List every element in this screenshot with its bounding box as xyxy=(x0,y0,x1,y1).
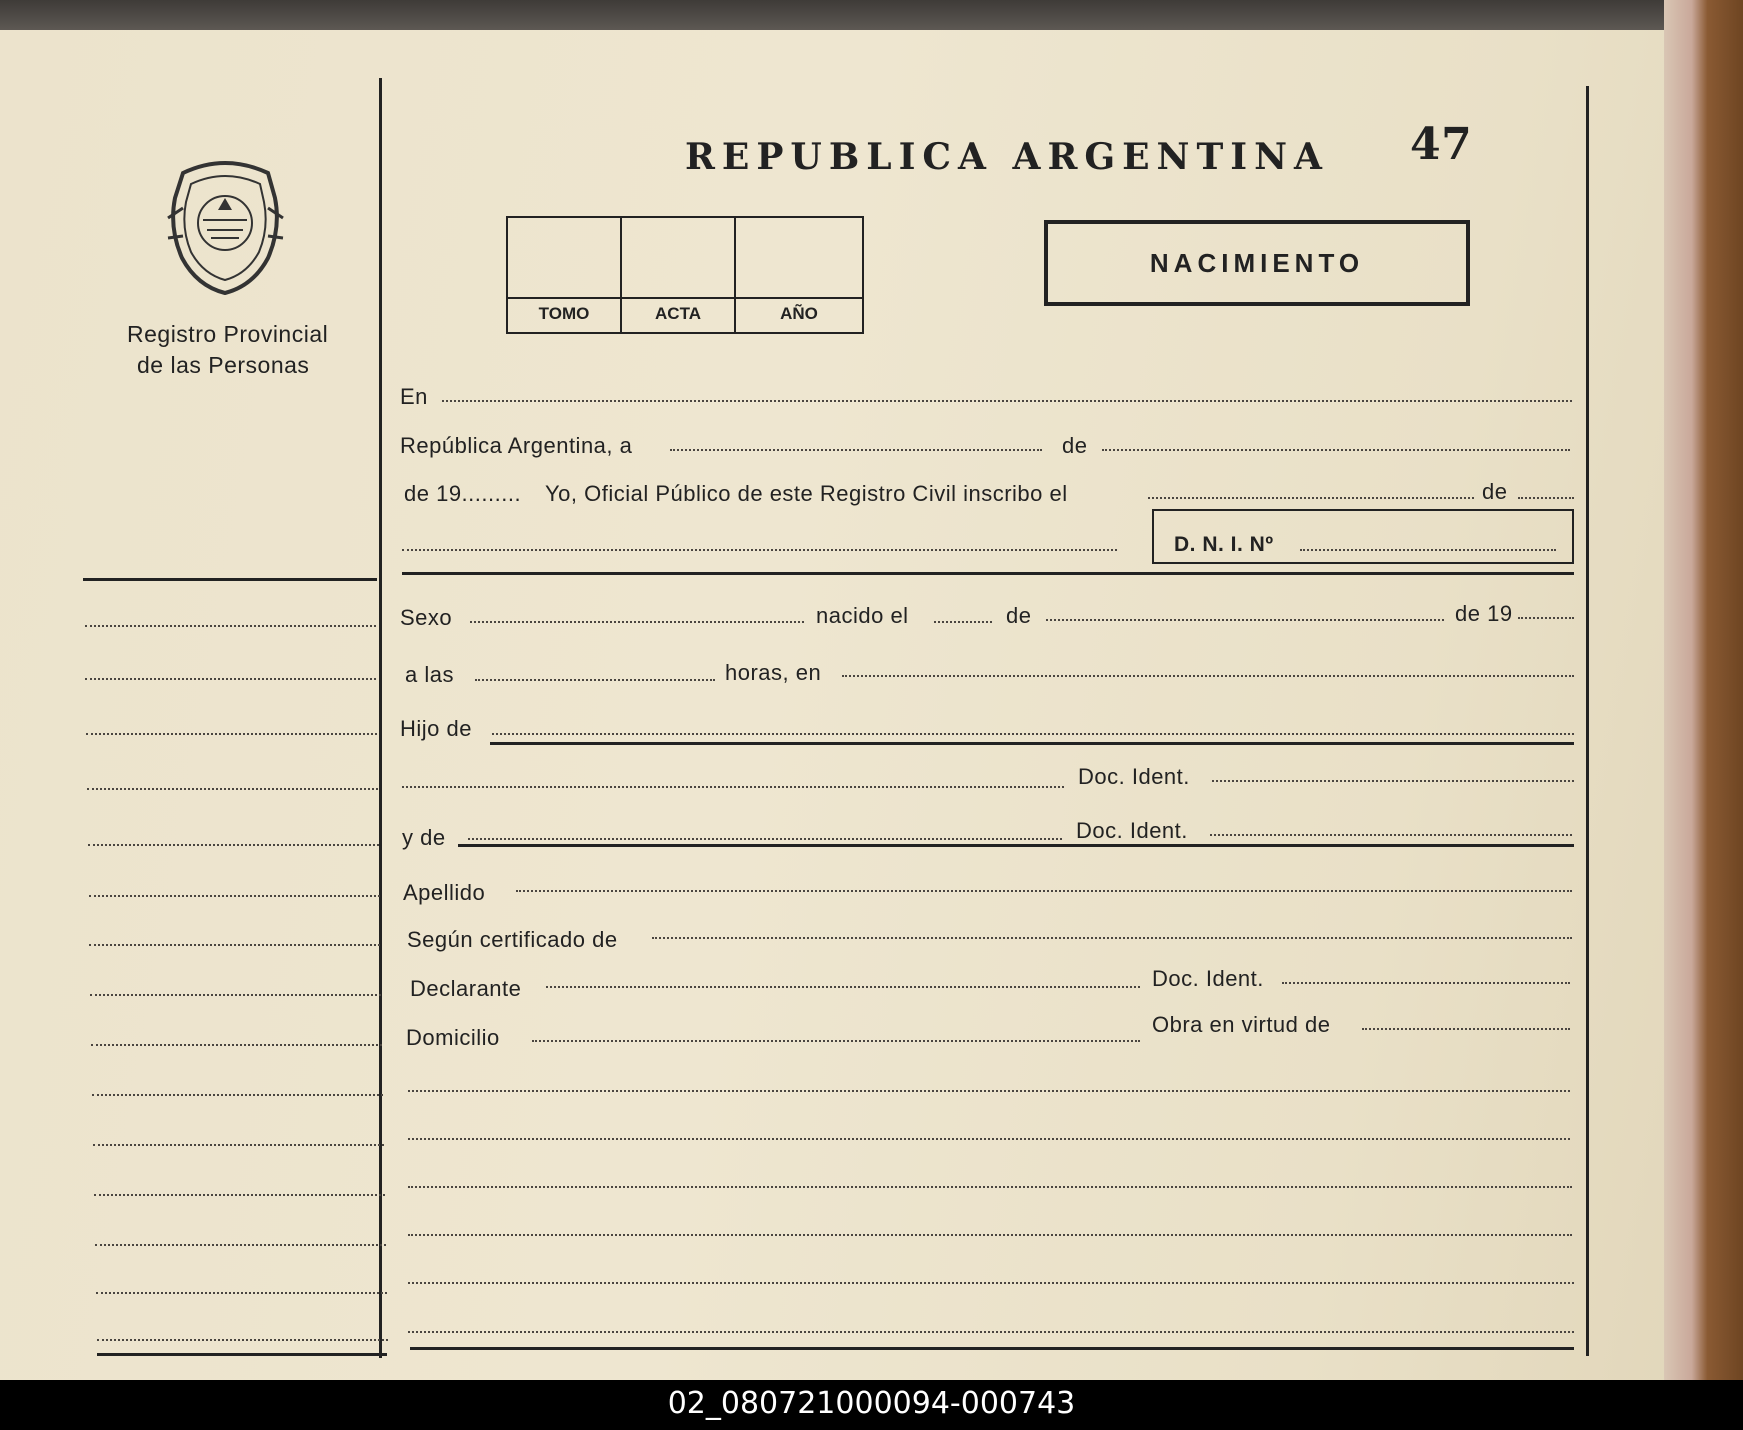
page-title: REPUBLICA ARGENTINA xyxy=(685,136,1329,178)
parent-rule-2 xyxy=(458,844,1574,847)
inscribo-field[interactable] xyxy=(1148,497,1474,499)
tomo-label: TOMO xyxy=(538,304,590,323)
observaciones-line[interactable] xyxy=(408,1234,1572,1236)
madre-doc-field[interactable] xyxy=(1210,834,1572,836)
left-column-top-rule xyxy=(83,578,377,581)
record-box-divider xyxy=(506,297,864,299)
ano-label: AÑO xyxy=(780,304,818,323)
nacido-dia-field[interactable] xyxy=(934,621,992,623)
inscribo-de-field[interactable] xyxy=(1518,497,1574,499)
y-de-label: y de xyxy=(402,825,446,850)
declarante-field[interactable] xyxy=(546,986,1140,988)
acta-label: ACTA xyxy=(655,304,701,323)
left-note-line[interactable] xyxy=(92,1094,383,1096)
section-rule-1 xyxy=(402,572,1574,575)
horas-en-label: horas, en xyxy=(725,660,822,685)
left-note-line[interactable] xyxy=(97,1339,388,1341)
left-note-line[interactable] xyxy=(85,678,376,680)
doc-ident-label: Doc. Ident. xyxy=(1152,966,1264,991)
hora-field[interactable] xyxy=(475,679,715,681)
de-label: de xyxy=(1006,603,1032,628)
registry-line-1: Registro Provincial xyxy=(127,321,329,347)
madre-nombre-field[interactable] xyxy=(468,838,1062,840)
domicilio-label: Domicilio xyxy=(406,1025,500,1050)
certificado-field[interactable] xyxy=(652,937,1572,939)
left-note-line[interactable] xyxy=(95,1244,386,1246)
bottom-rule xyxy=(410,1347,1574,1350)
padre-nombre-field[interactable] xyxy=(402,786,1064,788)
image-caption: 02_080721000094-000743 xyxy=(667,1386,1076,1421)
left-note-line[interactable] xyxy=(91,1044,382,1046)
inscribed-name-field[interactable] xyxy=(402,549,1117,551)
sexo-field[interactable] xyxy=(470,621,804,623)
left-column-bottom-rule xyxy=(97,1353,387,1356)
nacido-ano-field[interactable] xyxy=(1518,617,1574,619)
observaciones-line[interactable] xyxy=(408,1138,1570,1140)
declarante-label: Declarante xyxy=(410,976,522,1001)
apellido-label: Apellido xyxy=(403,880,486,905)
hijo-de-label: Hijo de xyxy=(400,716,472,741)
apellido-field[interactable] xyxy=(516,890,1572,892)
month-field[interactable] xyxy=(1102,449,1570,451)
doc-ident-label: Doc. Ident. xyxy=(1078,764,1190,789)
lugar-field[interactable] xyxy=(842,675,1574,677)
day-field[interactable] xyxy=(670,449,1042,451)
obra-field[interactable] xyxy=(1362,1028,1570,1030)
left-note-line[interactable] xyxy=(87,788,378,790)
dni-label: D. N. I. Nº xyxy=(1174,533,1274,556)
en-label: En xyxy=(400,384,428,409)
left-column-rule xyxy=(379,78,382,1358)
doc-ident-label: Doc. Ident. xyxy=(1076,818,1188,843)
left-note-line[interactable] xyxy=(88,844,379,846)
registry-line-2: de las Personas xyxy=(137,352,310,378)
observaciones-line[interactable] xyxy=(408,1282,1574,1284)
left-note-line[interactable] xyxy=(96,1292,387,1294)
yo-oficial-label: Yo, Oficial Público de este Registro Civil inscribo el xyxy=(545,481,1068,506)
parent-rule-1 xyxy=(490,742,1574,745)
book-spine-edge xyxy=(1664,0,1743,1380)
page-number: 47 xyxy=(1410,119,1473,170)
obra-en-virtud-label: Obra en virtud de xyxy=(1152,1012,1331,1037)
de-19-label: de 19......... xyxy=(404,481,522,506)
observaciones-line[interactable] xyxy=(408,1090,1570,1092)
republica-label: República Argentina, a xyxy=(400,433,633,458)
book-cover-top xyxy=(0,0,1680,30)
dni-field[interactable] xyxy=(1300,549,1556,551)
left-note-line[interactable] xyxy=(93,1144,384,1146)
nacido-el-label: nacido el xyxy=(816,603,909,628)
left-note-line[interactable] xyxy=(94,1194,385,1196)
left-note-line[interactable] xyxy=(89,944,380,946)
en-field[interactable] xyxy=(442,400,1572,402)
nacido-mes-field[interactable] xyxy=(1046,619,1444,621)
hijo-de-field[interactable] xyxy=(492,733,1574,735)
segun-certificado-label: Según certificado de xyxy=(407,927,618,952)
left-note-line[interactable] xyxy=(90,994,381,996)
de-19-year-label: de 19 xyxy=(1455,601,1513,626)
left-note-line[interactable] xyxy=(85,625,376,627)
domicilio-field[interactable] xyxy=(532,1040,1140,1042)
left-note-line[interactable] xyxy=(86,733,377,735)
observaciones-line[interactable] xyxy=(408,1186,1572,1188)
padre-doc-field[interactable] xyxy=(1212,780,1574,782)
sexo-label: Sexo xyxy=(400,605,453,630)
declarante-doc-field[interactable] xyxy=(1282,982,1570,984)
right-frame-rule xyxy=(1586,86,1589,1356)
seal-icon xyxy=(163,158,288,298)
a-las-label: a las xyxy=(405,662,454,687)
observaciones-line[interactable] xyxy=(408,1331,1574,1333)
act-type-label: NACIMIENTO xyxy=(1149,248,1365,278)
de-label: de xyxy=(1062,433,1088,458)
de-label: de xyxy=(1482,479,1508,504)
left-note-line[interactable] xyxy=(89,895,380,897)
